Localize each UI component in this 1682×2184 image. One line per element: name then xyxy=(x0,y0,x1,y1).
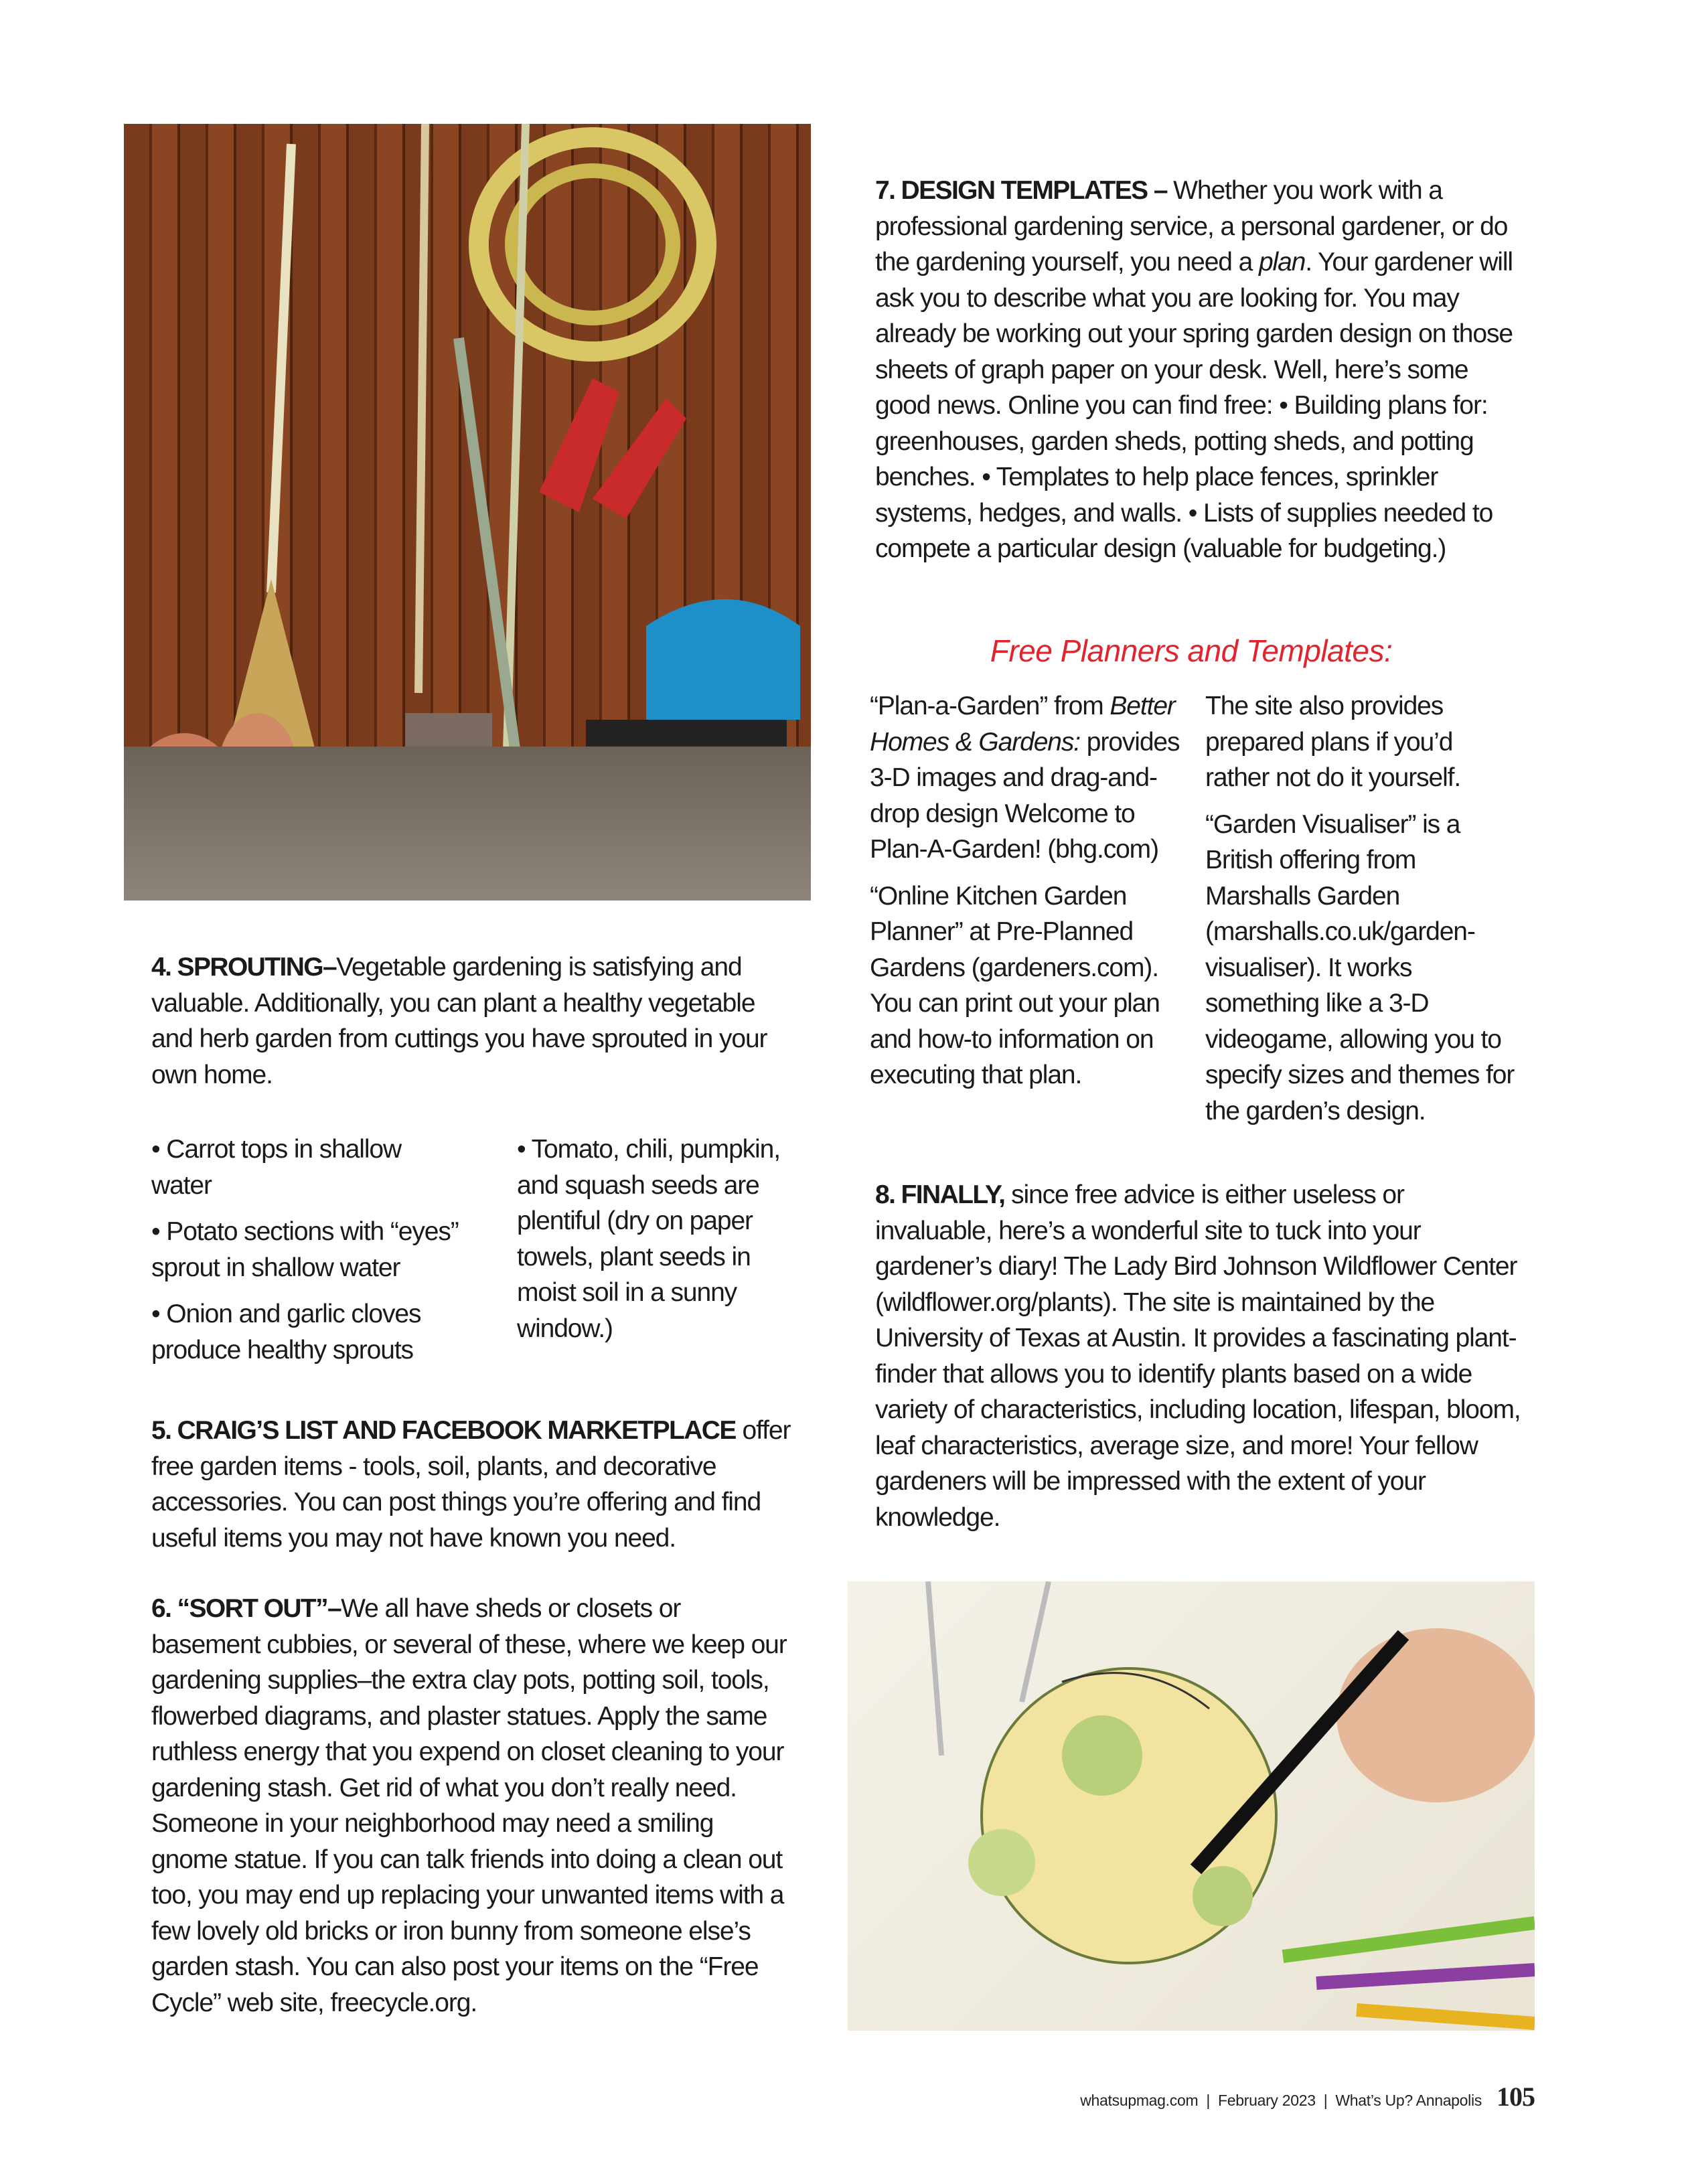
section-design-templates xyxy=(875,173,1518,567)
section-sort-out xyxy=(151,1591,794,2021)
list-item: • Carrot tops in shallow water xyxy=(151,1135,402,1200)
sprout-list-right xyxy=(517,1132,798,1357)
footer-date: February 2023 xyxy=(1218,2092,1316,2109)
planner-text: provides 3-D images and drag-and-drop design Welcome to Plan-A-Garden! (bhg.com) xyxy=(870,727,1180,864)
footer-website: whatsupmag.com xyxy=(1080,2092,1199,2109)
garden-plan-illustration xyxy=(848,1581,1535,2031)
planner-item: “Online Kitchen Garden Planner” at Pre-Planned Gardens (gardeners.com). You can print out your plan and how-to information on executing that plan. xyxy=(870,881,1160,1089)
footer-separator: | xyxy=(1323,2092,1328,2109)
footer-separator: | xyxy=(1206,2092,1210,2109)
section-text: Whether you work with a professional gardening service, a personal gardener, or do the gardening yourself, you need a xyxy=(875,176,1508,277)
section-text: offer free garden items - tools, soil, plants, and decorative accessories. You can post things you’re offering and find useful items you may not have known you need. xyxy=(151,1416,791,1553)
section-lead: 7. DESIGN TEMPLATES – xyxy=(875,176,1174,205)
section-finally xyxy=(875,1177,1525,1535)
garden-plan-sketch-photo xyxy=(848,1581,1535,2031)
section-lead: 4. SPROUTING– xyxy=(151,953,337,982)
sprout-list-left xyxy=(151,1132,466,1379)
section-text: Vegetable gardening is satisfying and valuable. Additionally, you can plant a healthy vegetable and herb garden from cuttings you have sprouted in your own home. xyxy=(151,953,767,1089)
planner-text: “Plan-a-Garden” from xyxy=(870,692,1110,720)
list-item: • Tomato, chili, pumpkin, and squash seeds are plentiful (dry on paper towels, plant seeds in moist soil in a sunny window.) xyxy=(517,1135,780,1343)
footer-publication: What’s Up? Annapolis xyxy=(1335,2092,1482,2109)
page-number: 105 xyxy=(1497,2082,1535,2112)
section-sprouting xyxy=(151,949,794,1093)
section-text: We all have sheds or closets or basement cubbies, or several of these, where we keep our gardening supplies–the extra clay pots, potting soil, tools, flowerbed diagrams, and plaster statues. Apply the same ruthless energy that you expend on closet cleaning to your gardening stash. Get rid of what you don’t really need. Someone in your neighborhood may need a smiling gnome statue. If you can talk friends into doing a clean out too, you may end up replacing your unwanted items with a few lovely old bricks or iron bunny from someone else’s garden stash. You can also post your items on the “Free Cycle” web site, freecycle.org. xyxy=(151,1594,787,2017)
section-lead: 8. FINALLY, xyxy=(875,1180,1005,1209)
publication-name: Better Homes & Gardens: xyxy=(870,692,1175,757)
planner-item: “Garden Visualiser” is a British offering from Marshalls Garden (marshalls.co.uk/garden-visualiser). It works something like a 3-D videogame, allowing you to specify sizes and themes for the garden’s design. xyxy=(1205,809,1515,1125)
section-marketplace xyxy=(151,1413,794,1556)
page-footer xyxy=(1080,2081,1535,2112)
planner-item: The site also provides prepared plans if you’d rather not do it yourself. xyxy=(1205,692,1461,792)
planners-heading: Free Planners and Templates: xyxy=(990,633,1393,668)
deck-floor xyxy=(124,747,811,901)
section-lead: 5. CRAIG’S LIST AND FACEBOOK MARKETPLACE xyxy=(151,1416,736,1445)
plan-emphasis: plan xyxy=(1258,248,1306,277)
planners-col-left xyxy=(870,688,1184,1104)
section-text: . Your gardener will ask you to describe what you are looking for. You may already be working out your spring garden design on those sheets of graph paper on your desk. Well, here’s some good news. Online you can find free: • Building plans for: greenhouses, garden sheds, potting sheds, and potting benches. • Templates to help place fences, sprinkler systems, hedges, and walls. • Lists of supplies needed to compete a particular design (valuable for budgeting.) xyxy=(875,248,1513,563)
planners-col-right xyxy=(1205,688,1517,1140)
section-lead: 6. “SORT OUT”– xyxy=(151,1594,341,1623)
list-item: • Onion and garlic cloves produce healthy sprouts xyxy=(151,1300,421,1364)
section-text: since free advice is either useless or invaluable, here’s a wonderful site to tuck into your gardener’s diary! The Lady Bird Johnson Wildflower Center (wildflower.org/plants). The site is maintained by the University of Texas at Austin. It provides a fascinating plant-finder that allows you to identify plants based on a wide variety of characteristics, including location, lifespan, bloom, leaf characteristics, average size, and more! Your fellow gardeners will be impressed with the extent of your knowledge. xyxy=(875,1180,1521,1532)
list-item: • Potato sections with “eyes” sprout in shallow water xyxy=(151,1217,459,1282)
garden-tools-photo xyxy=(124,124,811,901)
planner-item xyxy=(870,688,1184,868)
